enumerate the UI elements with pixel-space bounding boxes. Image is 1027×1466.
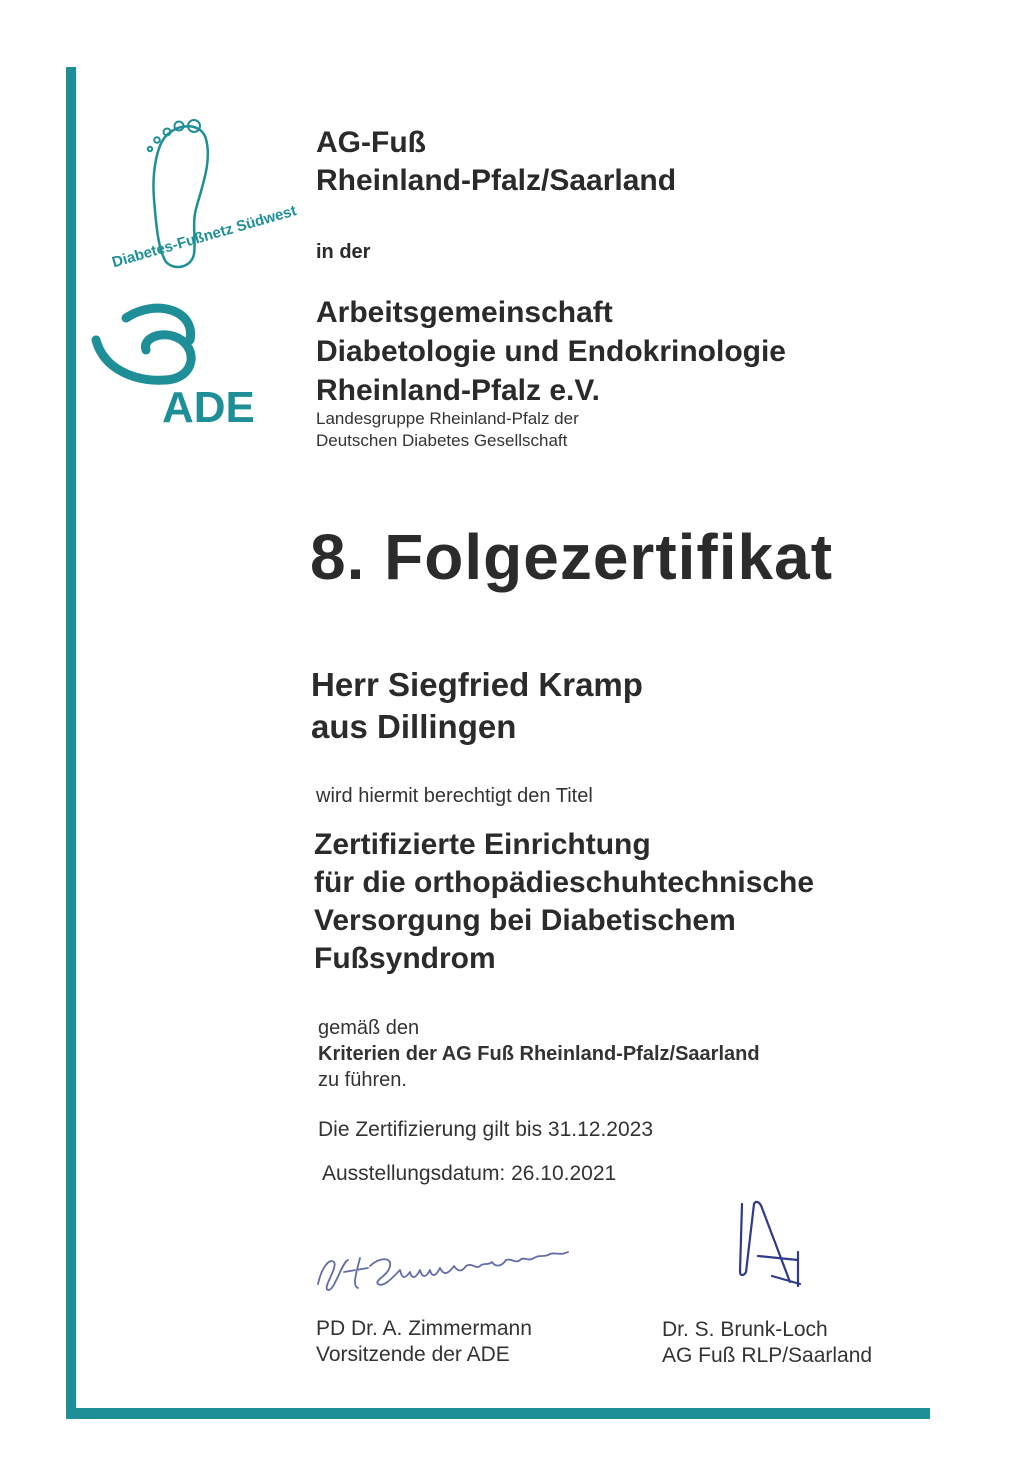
ade-swirl-icon	[86, 300, 276, 430]
signer1-role: Vorsitzende der ADE	[316, 1343, 510, 1366]
signer1-name: PD Dr. A. Zimmermann	[316, 1317, 532, 1340]
org2-sub2: Deutschen Diabetes Gesellschaft	[316, 431, 568, 450]
criteria-line1: gemäß den	[318, 1017, 420, 1039]
criteria-text	[318, 1015, 760, 1093]
certificate-title: 8. Folgezertifikat	[310, 521, 833, 593]
org-ade	[316, 293, 786, 410]
ade-logo-text: ADE	[162, 383, 255, 432]
footprint-icon	[96, 114, 299, 274]
org2-line1: Arbeitsgemeinschaft	[316, 296, 613, 329]
validity-text: Die Zertifizierung gilt bis 31.12.2023	[318, 1118, 654, 1141]
award-line3: Versorgung bei Diabetischem	[314, 904, 736, 937]
org-ag-fuss	[316, 124, 676, 200]
signature-brunk-loch	[728, 1196, 808, 1296]
in-der-text: in der	[316, 241, 371, 263]
issue-date-text: Ausstellungsdatum: 26.10.2021	[322, 1162, 617, 1185]
criteria-line3: zu führen.	[318, 1069, 407, 1091]
award-line1: Zertifizierte Einrichtung	[314, 828, 651, 861]
frame-bottom-border	[66, 1408, 930, 1419]
foot-network-logo-text: Diabetes-Fußnetz Südwest	[110, 202, 299, 272]
entitled-text: wird hiermit berechtigt den Titel	[316, 785, 593, 807]
org1-line1: AG-Fuß	[316, 126, 426, 159]
criteria-line2: Kriterien der AG Fuß Rheinland-Pfalz/Saarland	[318, 1043, 760, 1065]
recipient-location: aus Dillingen	[311, 708, 517, 745]
award-line4: Fußsyndrom	[314, 942, 496, 975]
org2-sub1: Landesgruppe Rheinland-Pfalz der	[316, 409, 579, 428]
recipient	[311, 664, 643, 748]
award-line2: für die orthopädieschuhtechnische	[314, 866, 815, 899]
frame-left-border	[66, 67, 76, 1419]
org2-line3: Rheinland-Pfalz e.V.	[316, 374, 600, 407]
signer-zimmermann	[316, 1316, 532, 1368]
signer2-role: AG Fuß RLP/Saarland	[662, 1344, 873, 1367]
signer2-name: Dr. S. Brunk-Loch	[662, 1318, 828, 1341]
org-ade-subtitle	[316, 408, 579, 452]
recipient-name: Herr Siegfried Kramp	[311, 666, 643, 703]
award-title	[314, 826, 814, 978]
org2-line2: Diabetologie und Endokrinologie	[316, 335, 786, 368]
org1-line2: Rheinland-Pfalz/Saarland	[316, 164, 677, 197]
signature-zimmermann	[308, 1222, 578, 1302]
signer-brunk-loch	[662, 1317, 872, 1369]
